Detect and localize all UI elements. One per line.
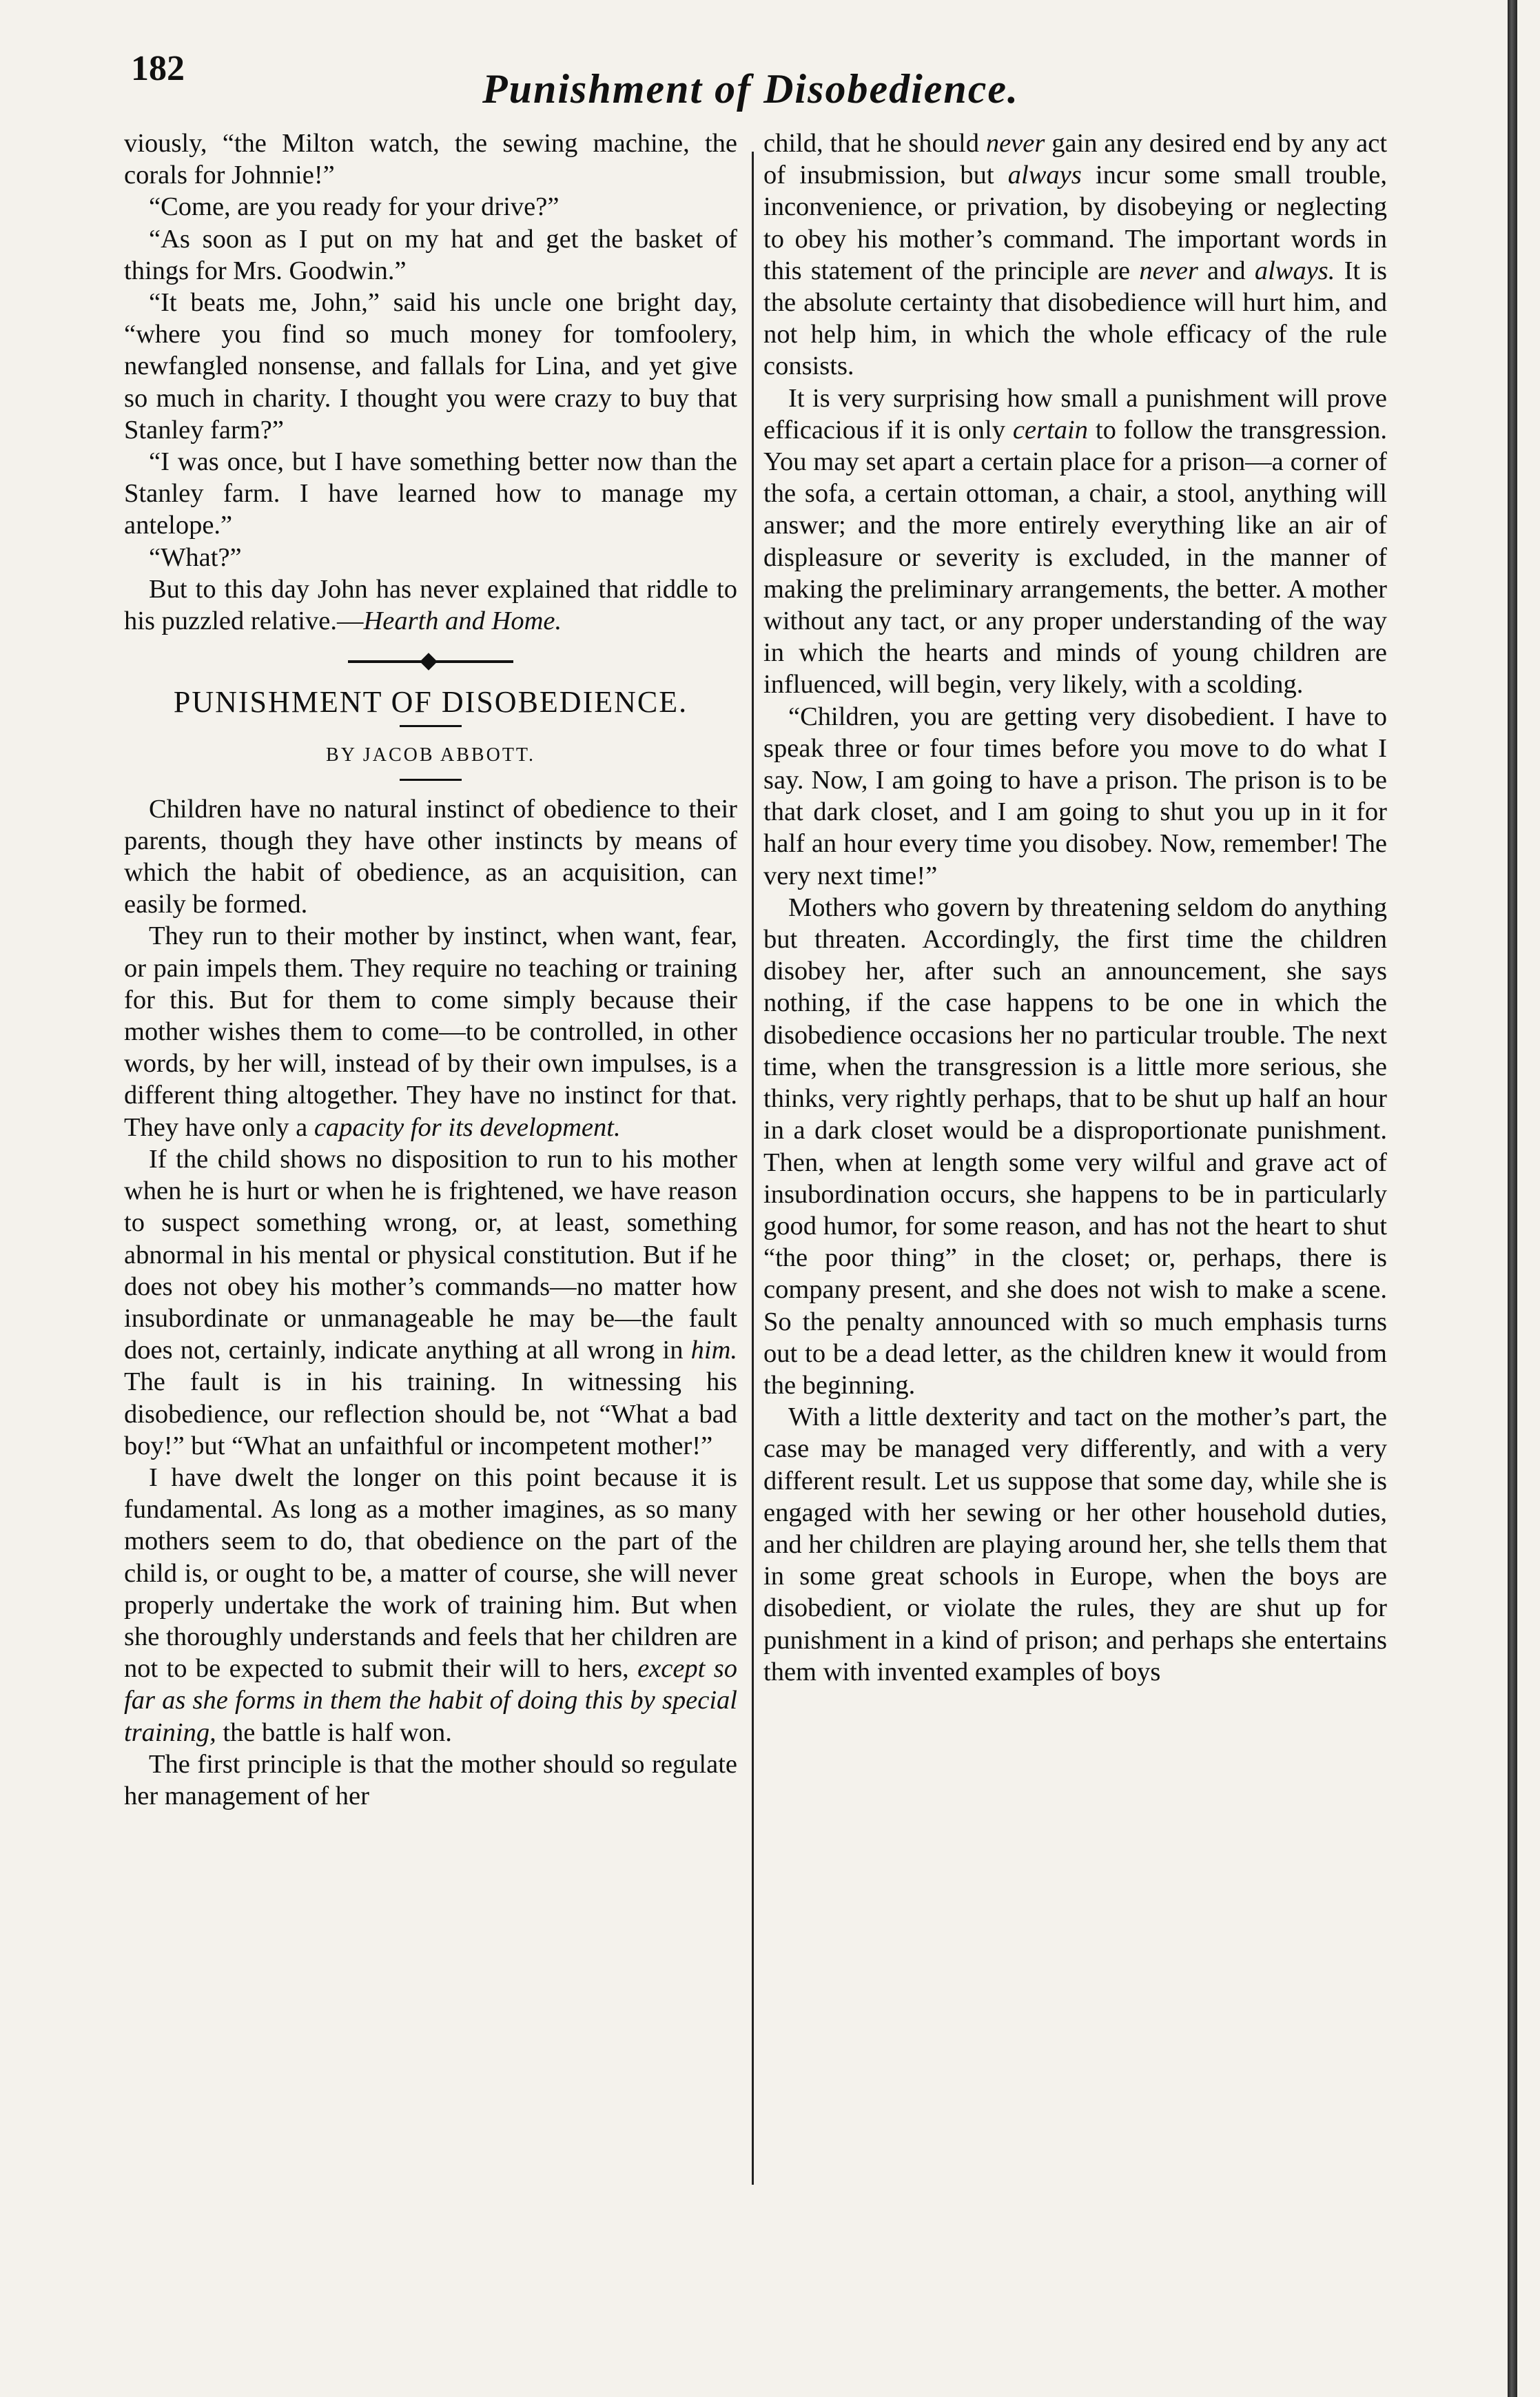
paragraph: “I was once, but I have something better now than the Stanley farm. I have learned how to manage my antelope.”: [124, 447, 737, 540]
article-title: PUNISHMENT OF DISOBEDIENCE.: [173, 685, 688, 720]
paragraph-text: I have dwelt the longer on this point because it is fundamental. As long as a mother imagines, as so many mothers seem to do, that obedience on the part of the child is, or ought to be, a matter of course, she will never properly undertake the work of training him. But when she thoroughly understands and feels that her children are not to be expected to submit their will to hers,: [124, 1462, 737, 1684]
source-citation: Hearth and Home.: [363, 606, 562, 636]
emphasis: always.: [1254, 256, 1335, 285]
paragraph-text: The fault is in his training. In witnessing his disobedience, our reflection should be, not “What a bad boy!” but “What an unfaithful or incompetent mother!”: [124, 1367, 737, 1460]
paragraph-text: and: [1207, 256, 1246, 285]
left-column: [124, 127, 737, 1812]
section-ornament: [348, 660, 513, 663]
paragraph-text: If the child shows no disposition to run to his mother when he is hurt or when he is frightened, we have reason to suspect something wrong, or, at least, something abnormal in his mental or physical constitution. But if he does not obey his mother’s commands—no matter how insubordinate or unmanageable he may be—the fault does not, certainly, indicate anything at all wrong in: [124, 1144, 737, 1365]
emphasis: never: [1139, 256, 1198, 285]
paragraph: [763, 127, 1387, 382]
right-column: [763, 127, 1387, 1688]
paragraph: Mothers who govern by threatening seldom do anything but threaten. Accordingly, the first time the children disobey her, after such an announcement, she says nothing, if the case happens to be one in which the disobedience occasions her no particular trouble. The next time, when the transgression is a little more serious, she thinks, very rightly perhaps, that to be shut up half an hour in a dark closet would be a disproportionate punishment. Then, when at length some very wilful and grave act of insubordination occurs, she happens to be in particularly good humor, for some reason, and has not the heart to shut “the poor thing” in the closet; or, perhaps, there is company present, and she does not wish to make a scene. So the penalty announced with so much emphasis turns out to be a dead letter, as the children knew it would from the beginning.: [763, 892, 1387, 1400]
paragraph: “Children, you are getting very disobedient. I have to speak three or four times before you move to do what I say. Now, I am going to have a prison. The prison is to be that dark closet, and I am going to shut you up in it for half an hour every time you disobey. Now, remember! The very next time!”: [763, 702, 1387, 890]
paragraph-text: to follow the transgression. You may set apart a certain place for a prison—a corner of the sofa, a certain ottoman, a chair, a stool, anything will answer; and the more entirely everything like an air of displeasure or severity is excluded, in the manner of making the preliminary arrangements, the better. A mother without any tact, or any proper understanding of the way in which the hearts and minds of young children are influenced, will begin, very likely, with a scolding.: [763, 415, 1387, 700]
paragraph: viously, “the Milton watch, the sewing machine, the corals for Johnnie!”: [124, 129, 737, 190]
paragraph-text: incur some small trouble, inconvenience, or privation, by disobeying or neglecting to obey his mother’s command. The important words in this statement of the principle are: [763, 161, 1388, 285]
paragraph: [124, 1462, 737, 1748]
byline: BY JACOB ABBOTT.: [326, 744, 535, 766]
running-title: Punishment of Disobedience.: [482, 66, 1020, 112]
paragraph: [124, 573, 737, 637]
paragraph: [124, 920, 737, 1143]
paragraph: “It beats me, John,” said his uncle one bright day, “where you find so much money for tomfoolery, newfangled nonsense, and fallals for Lina, and yet give so much in charity. I thought you were crazy to buy that Stanley farm?”: [124, 288, 737, 445]
paragraph-text: gain any desired end by any act of insubmission, but: [763, 129, 1388, 190]
emphasis: certain: [1012, 415, 1088, 445]
emphasis: capacity for its development.: [314, 1112, 621, 1142]
emphasis: always: [1007, 161, 1082, 190]
paragraph: Children have no natural instinct of obedience to their parents, though they have other instincts by means of which the habit of obedience, as an acquisition, can easily be formed.: [124, 794, 737, 919]
paragraph: The first principle is that the mother should so regulate her management of her: [124, 1749, 737, 1810]
paragraph-text: It is the absolute certainty that disobedience will hurt him, and not help him, in which the whole efficacy of the rule consists.: [763, 256, 1387, 381]
paragraph-text: It is very surprising how small a punishment will prove efficacious if it is only: [763, 383, 1387, 445]
page-edge-shadow: [1508, 0, 1517, 2397]
paragraph: [763, 382, 1387, 701]
emphasis: except so far as she forms in them the habit of doing this by special training,: [124, 1654, 737, 1747]
column-divider: [752, 152, 754, 2185]
emphasis: him.: [690, 1336, 737, 1365]
paragraph-text: They run to their mother by instinct, when want, fear, or pain impels them. They require no teaching or training for this. But for them to come simply because their mother wishes them to come—to be controlled, in other words, by her will, instead of by their own impulses, is a different thing altogether. They have no instinct for that. They have only a: [124, 921, 737, 1142]
paragraph-text: the battle is half won.: [223, 1717, 452, 1747]
paragraph: With a little dexterity and tact on the mother’s part, the case may be managed very differently, and with a very different result. Let us suppose that some day, while she is engaged with her sewing or her other household duties, and her children are playing around her, she tells them that in some great schools in Europe, when the boys are disobedient, or violate the rules, they are shut up for punishment in a kind of prison; and perhaps she entertains them with invented examples of boys: [763, 1402, 1387, 1686]
paragraph-text: child, that he should: [763, 129, 979, 158]
paragraph: “What?”: [149, 542, 242, 572]
paragraph: “As soon as I put on my hat and get the basket of things for Mrs. Goodwin.”: [124, 224, 737, 285]
byline-rule: [400, 779, 462, 781]
paragraph: “Come, are you ready for your drive?”: [149, 192, 559, 222]
emphasis: never: [985, 129, 1045, 158]
paragraph: [124, 1143, 737, 1462]
paragraph-text: But to this day John has never explained that riddle to his puzzled relative.—: [124, 574, 737, 636]
page-number: 182: [131, 49, 185, 88]
title-rule: [400, 725, 462, 727]
